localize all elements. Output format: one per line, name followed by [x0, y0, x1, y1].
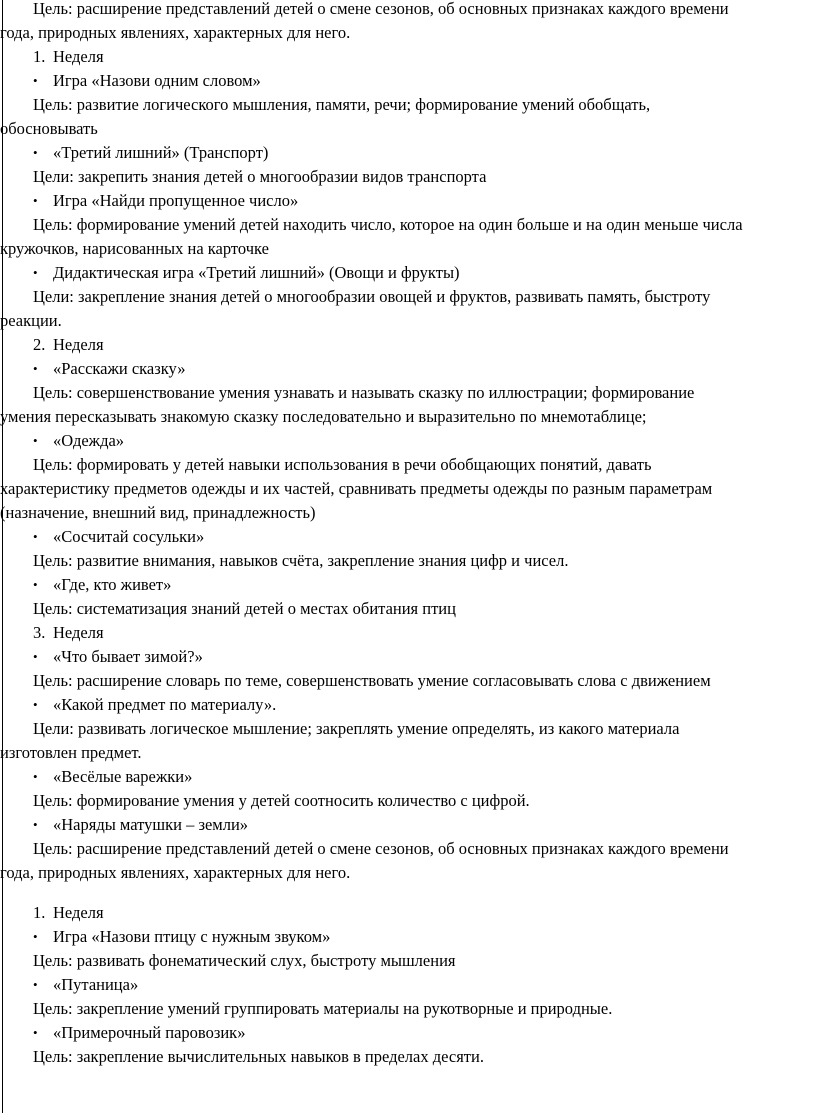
game-title: «Путаница» — [53, 975, 139, 994]
week-number: 3. — [33, 623, 46, 642]
goal-text-cont: (назначение, внешний вид, принадлежность) — [0, 503, 316, 522]
game-item — [0, 645, 808, 669]
game-title: «Наряды матушки – земли» — [53, 815, 249, 834]
bullet-icon: • — [33, 73, 38, 88]
game-item — [0, 925, 808, 949]
goal-text: Цель: развитие логического мышления, памяти, речи; формирование умений обобщать, — [33, 95, 651, 114]
game-item — [0, 141, 808, 165]
week-label: Неделя — [53, 903, 104, 922]
week-label: Неделя — [53, 335, 104, 354]
game-title: Игра «Найди пропущенное число» — [53, 191, 299, 210]
week-heading — [0, 333, 808, 357]
bullet-icon: • — [33, 977, 38, 992]
goal-text-cont: умения пересказывать знакомую сказку последовательно и выразительно по мнемотаблице; — [0, 407, 647, 426]
game-title: «Какой предмет по материалу». — [53, 695, 277, 714]
game-item — [0, 973, 808, 997]
goal-text: Цели: развивать логическое мышление; закреплять умение определять, из какого материала — [33, 719, 680, 738]
goal-text-cont: кружочков, нарисованных на карточке — [0, 239, 269, 258]
game-title: «Примерочный паровозик» — [53, 1023, 246, 1042]
goal-text-cont: года, природных явлениях, характерных для него. — [0, 863, 351, 882]
bullet-icon: • — [33, 697, 38, 712]
goal-text-cont: года, природных явлениях, характерных для него. — [0, 23, 351, 42]
bullet-icon: • — [33, 433, 38, 448]
game-title: Игра «Назови одним словом» — [53, 71, 261, 90]
goal-text: Цель: закрепление умений группировать материалы на рукотворные и природные. — [33, 999, 613, 1018]
game-item — [0, 693, 808, 717]
game-title: «Сосчитай сосульки» — [53, 527, 205, 546]
goal-text: Цель: развитие внимания, навыков счёта, закрепление знания цифр и чисел. — [33, 551, 569, 570]
goal-text: Цель: расширение представлений детей о смене сезонов, об основных признаках каждого времени — [33, 839, 729, 858]
goal-text: Цели: закрепить знания детей о многообразии видов транспорта — [33, 167, 487, 186]
week-number: 1. — [33, 47, 46, 66]
goal-text: Цель: совершенствование умения узнавать и называть сказку по иллюстрации; формирование — [33, 383, 695, 402]
bullet-icon: • — [33, 193, 38, 208]
week-label: Неделя — [53, 623, 104, 642]
goal-text: Цель: закрепление вычислительных навыков в пределах десяти. — [33, 1047, 484, 1066]
goal-text: Цели: закрепление знания детей о многообразии овощей и фруктов, развивать память, быстроту — [33, 287, 711, 306]
game-title: «Одежда» — [53, 431, 125, 450]
game-item — [0, 429, 808, 453]
game-title: Дидактическая игра «Третий лишний» (Овощи и фрукты) — [53, 263, 460, 282]
goal-text: Цель: формировать у детей навыки использования в речи обобщающих понятий, давать — [33, 455, 652, 474]
week-heading — [0, 621, 808, 645]
goal-text-cont: реакции. — [0, 311, 62, 330]
goal-text: Цель: расширение представлений детей о смене сезонов, об основных признаках каждого времени — [33, 0, 729, 18]
goal-text-cont: обосновывать — [0, 119, 98, 138]
bullet-icon: • — [33, 145, 38, 160]
bullet-icon: • — [33, 929, 38, 944]
week-heading — [0, 901, 808, 925]
bullet-icon: • — [33, 529, 38, 544]
game-item — [0, 765, 808, 789]
game-title: Игра «Назови птицу с нужным звуком» — [53, 927, 331, 946]
bullet-icon: • — [33, 265, 38, 280]
game-item — [0, 525, 808, 549]
goal-text-cont: характеристику предметов одежды и их частей, сравнивать предметы одежды по разным параметрам — [0, 479, 713, 498]
week-number: 1. — [33, 903, 46, 922]
game-item — [0, 69, 808, 93]
game-title: «Расскажи сказку» — [53, 359, 186, 378]
bullet-icon: • — [33, 769, 38, 784]
game-item — [0, 1021, 808, 1045]
week-label: Неделя — [53, 47, 104, 66]
week-heading — [0, 45, 808, 69]
goal-text: Цель: формирование умения у детей соотносить количество с цифрой. — [33, 791, 530, 810]
game-title: «Третий лишний» (Транспорт) — [53, 143, 269, 162]
game-item — [0, 261, 808, 285]
goal-text-cont: изготовлен предмет. — [0, 743, 142, 762]
bullet-icon: • — [33, 1025, 38, 1040]
bullet-icon: • — [33, 817, 38, 832]
game-title: «Весёлые варежки» — [53, 767, 193, 786]
game-item — [0, 573, 808, 597]
game-title: «Что бывает зимой?» — [53, 647, 203, 666]
week-number: 2. — [33, 335, 46, 354]
goal-text: Цель: расширение словарь по теме, совершенствовать умение согласовывать слова с движением — [33, 671, 711, 690]
game-item — [0, 813, 808, 837]
goal-text: Цель: систематизация знаний детей о местах обитания птиц — [33, 599, 456, 618]
bullet-icon: • — [33, 361, 38, 376]
goal-text: Цель: развивать фонематический слух, быстроту мышления — [33, 951, 456, 970]
game-item — [0, 357, 808, 381]
goal-text: Цель: формирование умений детей находить число, которое на один больше и на один меньше числа — [33, 215, 743, 234]
game-title: «Где, кто живет» — [53, 575, 172, 594]
bullet-icon: • — [33, 649, 38, 664]
bullet-icon: • — [33, 577, 38, 592]
game-item — [0, 189, 808, 213]
